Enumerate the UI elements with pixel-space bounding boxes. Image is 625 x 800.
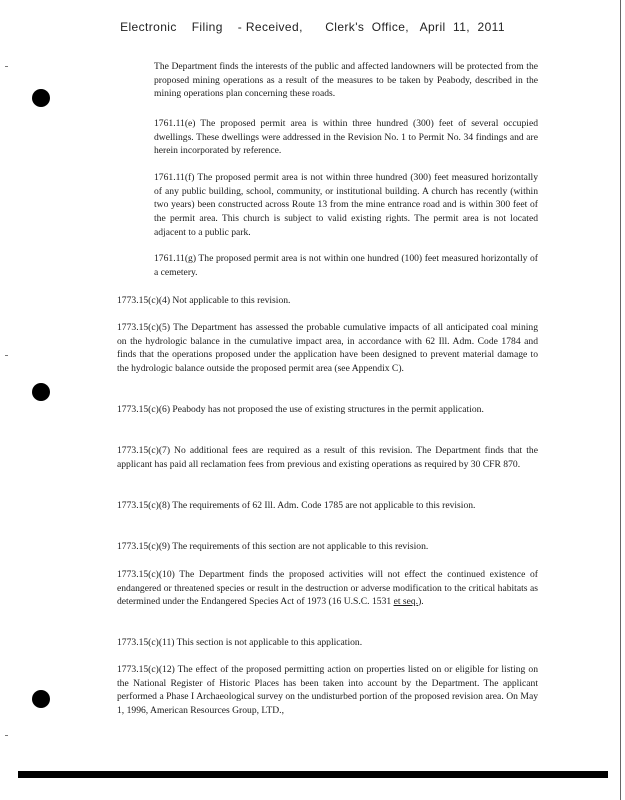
body-paragraph [117,568,538,609]
punch-hole [32,89,50,107]
body-paragraph: 1773.15(c)(9) The requirements of this section are not applicable to this revision. [117,541,429,552]
scan-mark [5,66,8,67]
scan-mark [5,355,8,356]
body-paragraph: 1773.15(c)(12) The effect of the proposed permitting action on properties listed on or eligible for listing on the National Register of Historic Places has been taken into account by the Department. The applicant performed a Phase I Archaeological survey on the undisturbed portion of the proposed revision area. On May 1, 1996, American Resources Group, LTD., [117,664,538,717]
body-paragraph: 1761.11(f) The proposed permit area is not within three hundred (300) feet measured horizontally of any public building, school, community, or institutional building. A church has recently (within two years) been constructed across Route 13 from the mine entrance road and is within 300 feet of the permit area. This church is subject to valid existing rights. The permit area is not located adjacent to a public park. [154,172,538,238]
scan-bottom-bar [18,771,608,778]
paragraph-text: ). [418,596,424,608]
punch-hole [32,690,50,708]
filing-stamp-header: Electronic Filing - Received, Clerk's Office, April 11, 2011 [120,20,505,34]
citation-underline: et seq. [393,596,419,608]
body-paragraph: 1773.15(c)(6) Peabody has not proposed the use of existing structures in the permit application. [117,404,484,415]
body-paragraph: 1761.11(g) The proposed permit area is not within one hundred (100) feet measured horizontally of a cemetery. [154,253,538,278]
body-paragraph: 1773.15(c)(5) The Department has assessed the probable cumulative impacts of all anticipated coal mining on the hydrologic balance in the cumulative impact area, in accordance with 62 Ill. Adm. Code 1784 and finds that the operations proposed under the application have been designed to prevent material damage to the hydrologic balance outside the proposed permit area (see Appendix C). [117,322,538,375]
body-paragraph: The Department finds the interests of the public and affected landowners will be protected from the proposed mining operations as a result of the measures to be taken by Peabody, described in the mining operations plan concerning these roads. [154,61,538,100]
punch-hole [32,383,50,401]
body-paragraph: 1773.15(c)(7) No additional fees are required as a result of this revision. The Department finds that the applicant has paid all reclamation fees from previous and existing operations as required by 30 CFR 870. [117,445,538,470]
paragraph-text: 1773.15(c)(10) The Department finds the proposed activities will not effect the continued existence of endangered or threatened species or result in the destruction or adverse modification to the critical habitats as determined under the Endangered Species Act of 1973 (16 U.S.C. 1531 [117,569,538,608]
body-paragraph: 1773.15(c)(4) Not applicable to this revision. [117,295,291,306]
scan-mark [5,735,8,736]
body-paragraph: 1761.11(e) The proposed permit area is within three hundred (300) feet of several occupied dwellings. These dwellings were addressed in the Revision No. 1 to Permit No. 34 findings and are herein incorporated by reference. [154,118,538,157]
body-paragraph: 1773.15(c)(11) This section is not applicable to this application. [117,637,363,648]
page-edge-line [620,0,621,800]
body-paragraph: 1773.15(c)(8) The requirements of 62 Ill. Adm. Code 1785 are not applicable to this revision. [117,500,476,511]
